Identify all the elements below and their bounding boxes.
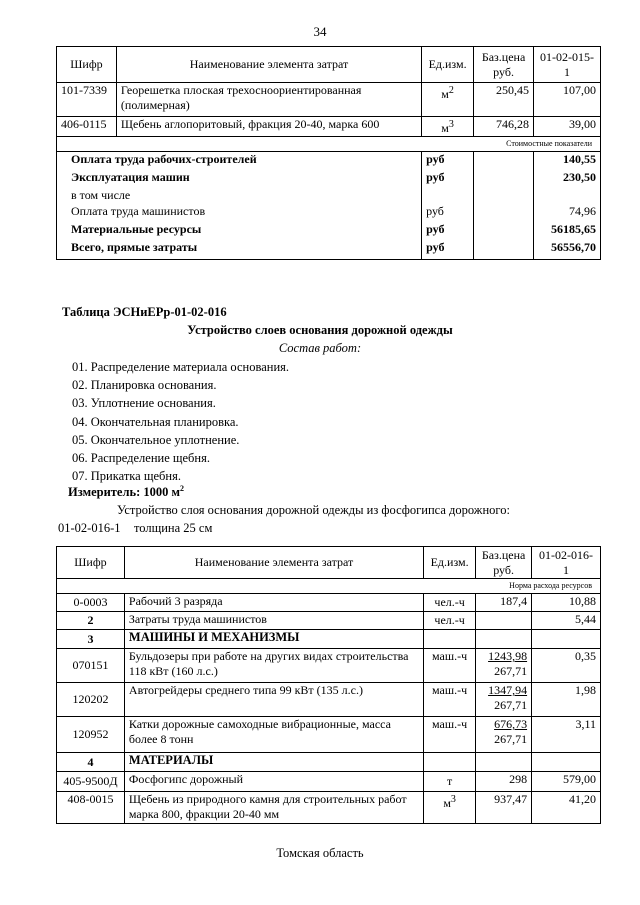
row-code: 3 xyxy=(57,630,125,649)
table-row xyxy=(57,594,601,612)
resource-table-01-02-016 xyxy=(56,546,601,824)
summary-value: 230,50 xyxy=(534,170,601,188)
row-price: 298 xyxy=(476,772,532,792)
row-price: 250,45 xyxy=(474,83,534,117)
summary-value: 74,96 xyxy=(534,204,601,222)
row-unit: маш.-ч xyxy=(424,649,476,683)
header-price: Баз.цена руб. xyxy=(474,47,534,83)
summary-row xyxy=(57,188,601,204)
row-code: 0-0003 xyxy=(57,594,125,612)
row-value: 579,00 xyxy=(532,772,601,792)
row-code: 405-9500Д xyxy=(57,772,125,792)
header-code: Шифр xyxy=(57,47,117,83)
row-unit: чел.-ч xyxy=(424,612,476,630)
row-value: 5,44 xyxy=(532,612,601,630)
summary-label: Оплата труда рабочих-строителей xyxy=(57,152,422,170)
header-value: 01-02-015-1 xyxy=(534,47,601,83)
row-price: 937,47 xyxy=(476,792,532,824)
table-title: Таблица ЭСНиЕРр-01-02-016 xyxy=(62,305,227,319)
row-name: Катки дорожные самоходные вибрационные, масса более 8 тонн xyxy=(124,717,423,753)
row-price: 187,4 xyxy=(476,594,532,612)
row-name: Фосфогипс дорожный xyxy=(124,772,423,792)
row-unit: $м^2$ xyxy=(422,83,474,117)
row-value: 41,20 xyxy=(532,792,601,824)
resource-norm-label: Норма расхода ресурсов xyxy=(57,579,601,594)
summary-empty xyxy=(474,204,534,222)
header-unit: Ед.изм. xyxy=(422,47,474,83)
table-header-row xyxy=(57,47,601,83)
row-value xyxy=(532,753,601,772)
summary-value: 56185,65 xyxy=(534,222,601,240)
header-unit: Ед.изм. xyxy=(424,547,476,579)
table-row xyxy=(57,792,601,824)
row-price xyxy=(476,612,532,630)
summary-label: Оплата труда машинистов xyxy=(57,204,422,222)
table-row xyxy=(57,753,601,772)
summary-value: 140,55 xyxy=(534,152,601,170)
row-unit: $м^3$ xyxy=(422,117,474,137)
summary-label: в том числе xyxy=(57,188,422,204)
summary-value xyxy=(534,188,601,204)
summary-row xyxy=(57,152,601,170)
summary-empty xyxy=(474,222,534,240)
row-code: 101-7339 xyxy=(57,83,117,117)
row-value: 107,00 xyxy=(534,83,601,117)
table-row xyxy=(57,630,601,649)
summary-unit: руб xyxy=(422,240,474,260)
summary-value: 56556,70 xyxy=(534,240,601,260)
row-value: 39,00 xyxy=(534,117,601,137)
table-row xyxy=(57,683,601,717)
works-title: Состав работ: xyxy=(278,341,362,355)
row-name: Автогрейдеры среднего типа 99 кВт (135 л.с.) xyxy=(124,683,423,717)
row-value: 1,98 xyxy=(532,683,601,717)
table-row xyxy=(57,83,601,117)
row-code: 2 xyxy=(57,612,125,630)
summary-unit: руб xyxy=(422,152,474,170)
list-item: 06. Распределение щебня. xyxy=(72,450,210,465)
summary-unit xyxy=(422,188,474,204)
summary-row xyxy=(57,240,601,260)
summary-row xyxy=(57,222,601,240)
table-row xyxy=(57,117,601,137)
header-name: Наименование элемента затрат xyxy=(116,47,421,83)
table-row xyxy=(57,717,601,753)
row-unit: чел.-ч xyxy=(424,594,476,612)
list-item: 05. Окончательное уплотнение. xyxy=(72,432,240,447)
list-item: 04. Окончательная планировка. xyxy=(72,414,239,429)
summary-label: Эксплуатация машин xyxy=(57,170,422,188)
cost-indicators-label: Стоимостные показатели xyxy=(57,137,601,152)
row-price xyxy=(476,753,532,772)
row-code: 408-0015 xyxy=(57,792,125,824)
page-number: 34 xyxy=(313,24,327,39)
row-unit: маш.-ч xyxy=(424,717,476,753)
row-value: 3,11 xyxy=(532,717,601,753)
row-price: 1347,94 267,71 xyxy=(476,683,532,717)
row-name: МАТЕРИАЛЫ xyxy=(124,753,423,772)
summary-empty xyxy=(474,188,534,204)
row-name: Георешетка плоская трехосноориентированная (полимерная) xyxy=(116,83,421,117)
list-item: 01. Распределение материала основания. xyxy=(72,360,290,374)
table-row xyxy=(57,772,601,792)
list-item: 02. Планировка основания. xyxy=(72,378,217,393)
row-unit xyxy=(424,630,476,649)
meter-label: Измеритель: 1000 $м^2$ xyxy=(68,484,185,500)
row-code: 120202 xyxy=(57,683,125,717)
subheader-row xyxy=(57,137,601,152)
row-unit: т xyxy=(424,772,476,792)
row-value xyxy=(532,630,601,649)
header-value: 01-02-016-1 xyxy=(532,547,601,579)
row-name: МАШИНЫ И МЕХАНИЗМЫ xyxy=(124,630,423,649)
table-header-row xyxy=(57,547,601,579)
summary-row xyxy=(57,170,601,188)
row-price xyxy=(476,630,532,649)
work-description: Устройство слоя основания дорожной одежды из фосфогипса дорожного: xyxy=(117,503,510,517)
row-name: Щебень аглопоритовый, фракция 20-40, марка 600 xyxy=(116,117,421,137)
row-name: Затраты труда машинистов xyxy=(124,612,423,630)
row-value: 0,35 xyxy=(532,649,601,683)
summary-unit: руб xyxy=(422,170,474,188)
row-code: 120952 xyxy=(57,717,125,753)
row-code: 070151 xyxy=(57,649,125,683)
row-unit xyxy=(424,753,476,772)
resource-table-01-02-015 xyxy=(56,46,601,260)
header-code: Шифр xyxy=(57,547,125,579)
works-list xyxy=(72,358,289,485)
row-code: 4 xyxy=(57,753,125,772)
work-code-description: толщина 25 см xyxy=(134,521,213,535)
subheader-row xyxy=(57,579,601,594)
row-value: 10,88 xyxy=(532,594,601,612)
code-line xyxy=(58,521,212,536)
summary-empty xyxy=(474,240,534,260)
summary-empty xyxy=(474,152,534,170)
header-name: Наименование элемента затрат xyxy=(124,547,423,579)
row-price: 746,28 xyxy=(474,117,534,137)
row-unit: маш.-ч xyxy=(424,683,476,717)
section-title: Устройство слоев основания дорожной одежды xyxy=(187,323,453,337)
summary-row xyxy=(57,204,601,222)
table-row xyxy=(57,649,601,683)
table-row xyxy=(57,612,601,630)
summary-label: Всего, прямые затраты xyxy=(57,240,422,260)
row-name: Рабочий 3 разряда xyxy=(124,594,423,612)
summary-empty xyxy=(474,170,534,188)
summary-unit: руб xyxy=(422,222,474,240)
summary-unit: руб xyxy=(422,204,474,222)
row-code: 406-0115 xyxy=(57,117,117,137)
list-item: 07. Прикатка щебня. xyxy=(72,469,181,484)
list-item: 03. Уплотнение основания. xyxy=(72,396,216,411)
work-code: 01-02-016-1 xyxy=(58,521,121,535)
row-unit: $м^3$ xyxy=(424,792,476,824)
row-name: Щебень из природного камня для строительных работ марка 800, фракции 20-40 мм xyxy=(124,792,423,824)
page-footer: Томская область xyxy=(276,846,364,860)
row-price: 676,73 267,71 xyxy=(476,717,532,753)
header-price: Баз.цена руб. xyxy=(476,547,532,579)
row-name: Бульдозеры при работе на других видах строительства 118 кВт (160 л.с.) xyxy=(124,649,423,683)
summary-label: Материальные ресурсы xyxy=(57,222,422,240)
row-price: 1243,98 267,71 xyxy=(476,649,532,683)
